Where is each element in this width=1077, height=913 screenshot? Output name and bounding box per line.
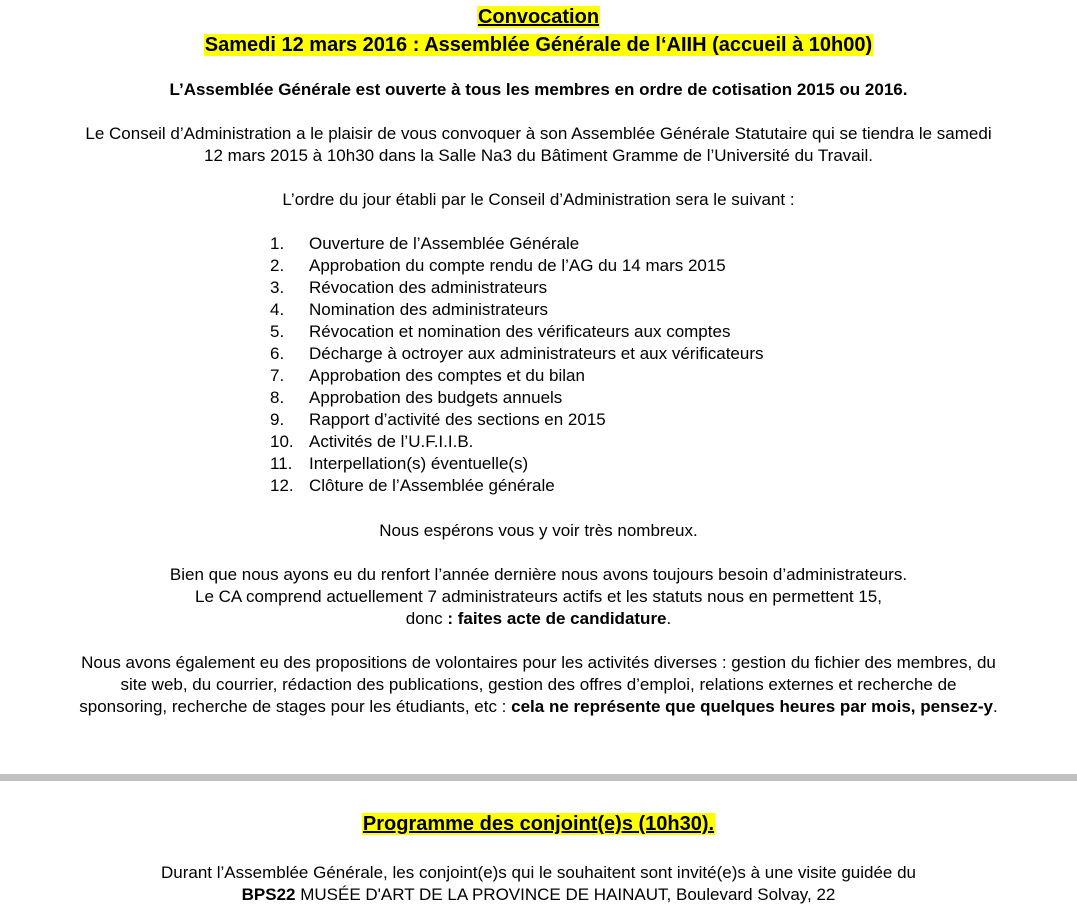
- agenda-item: [0, 431, 1077, 453]
- subtitle-line: [0, 34, 1077, 57]
- agenda-item-text: Décharge à octroyer aux administrateurs et aux vérificateurs: [309, 344, 764, 363]
- agenda-item-number: 3.: [270, 278, 285, 297]
- agenda-item: [0, 233, 1077, 255]
- museum-address: MUSÉE D'ART DE LA PROVINCE DE HAINAUT, Boulevard Solvay, 22: [295, 885, 836, 904]
- agenda-item-number: 12.: [270, 476, 294, 495]
- agenda-item-number: 6.: [270, 344, 285, 363]
- spouses-line-2: [0, 884, 1077, 906]
- volunteers-line-3: [0, 696, 1077, 718]
- spouses-title: Programme des conjoint(e)s (10h30).: [362, 813, 715, 835]
- agenda-item-text: Activités de l’U.F.I.I.B.: [309, 432, 474, 451]
- convocation-line-2: 12 mars 2015 à 10h30 dans la Salle Na3 du Bâtiment Gramme de l’Université du Travail.: [203, 146, 874, 165]
- admins-line-1: Bien que nous ayons eu du renfort l’année dernière nous avons toujours besoin d’administrateurs.: [169, 565, 908, 584]
- admins-line-3-prefix: donc: [405, 609, 443, 628]
- agenda-item: [0, 475, 1077, 497]
- agenda-item-number: 10.: [270, 432, 294, 451]
- agenda-item-number: 2.: [270, 256, 285, 275]
- agenda-item: [0, 299, 1077, 321]
- page-title: Convocation: [477, 6, 600, 28]
- convocation-line-1: Le Conseil d’Administration a le plaisir de vous convoquer à son Assemblée Générale Statutaire qui se tiendra le samedi: [85, 124, 992, 143]
- spouses-title-line: [0, 813, 1077, 836]
- agenda-item: [0, 365, 1077, 387]
- volunteers-call: cela ne représente que quelques heures par mois, pensez-y: [511, 697, 993, 716]
- agenda-item-text: Clôture de l’Assemblée générale: [309, 476, 555, 495]
- title-line: [0, 6, 1077, 29]
- agenda-item-text: Rapport d’activité des sections en 2015: [309, 410, 606, 429]
- admins-line-2: Le CA comprend actuellement 7 administrateurs actifs et les statuts nous en permettent 15,: [195, 587, 882, 606]
- agenda-item: [0, 277, 1077, 299]
- spouses-line-1: Durant l’Assemblée Générale, les conjoint(e)s qui le souhaitent sont invité(e)s à une visite guidée du: [160, 863, 917, 882]
- page-subtitle: Samedi 12 mars 2016 : Assemblée Générale de l‘AIIH (accueil à 10h00): [204, 34, 873, 56]
- hope-line: Nous espérons vous y voir très nombreux.: [379, 521, 698, 540]
- agenda-item: [0, 409, 1077, 431]
- agenda-item-number: 9.: [270, 410, 285, 429]
- museum-code: BPS22: [241, 885, 296, 904]
- agenda-item-number: 8.: [270, 388, 285, 407]
- volunteers-line-3-prefix: sponsoring, recherche de stages pour les étudiants, etc :: [79, 697, 512, 716]
- agenda-item-number: 11.: [270, 454, 293, 473]
- agenda-list: [0, 233, 1077, 497]
- agenda-item-text: Approbation des comptes et du bilan: [309, 366, 585, 385]
- agenda-item: [0, 453, 1077, 475]
- agenda-item-number: 1.: [270, 234, 285, 253]
- agenda-item-text: Interpellation(s) éventuelle(s): [309, 454, 529, 473]
- agenda-intro: L’ordre du jour établi par le Conseil d’Administration sera le suivant :: [282, 190, 795, 209]
- agenda-item-text: Révocation des administrateurs: [309, 278, 548, 297]
- admins-line-3-suffix: .: [666, 609, 672, 628]
- section-divider: [0, 774, 1077, 781]
- agenda-item: [0, 387, 1077, 409]
- volunteers-line-2: site web, du courrier, rédaction des publications, gestion des offres d’emploi, relations externes et recherche de: [120, 675, 957, 694]
- admins-line-3: [0, 608, 1077, 630]
- agenda-item-text: Révocation et nomination des vérificateurs aux comptes: [309, 322, 731, 341]
- volunteers-line-1: Nous avons également eu des propositions de volontaires pour les activités diverses : gestion du fichier des membres, du: [81, 653, 996, 672]
- agenda-item-number: 4.: [270, 300, 285, 319]
- agenda-item-text: Nomination des administrateurs: [309, 300, 549, 319]
- agenda-item: [0, 343, 1077, 365]
- candidature-call: : faites acte de candidature: [442, 609, 667, 628]
- agenda-item-number: 7.: [270, 366, 285, 385]
- agenda-item-number: 5.: [270, 322, 285, 341]
- open-notice: L’Assemblée Générale est ouverte à tous les membres en ordre de cotisation 2015 ou 2016.: [169, 80, 908, 99]
- volunteers-line-3-suffix: .: [992, 697, 998, 716]
- agenda-item-text: Ouverture de l’Assemblée Générale: [309, 234, 580, 253]
- agenda-item: [0, 255, 1077, 277]
- agenda-item-text: Approbation des budgets annuels: [309, 388, 563, 407]
- agenda-item: [0, 321, 1077, 343]
- agenda-item-text: Approbation du compte rendu de l’AG du 14 mars 2015: [309, 256, 726, 275]
